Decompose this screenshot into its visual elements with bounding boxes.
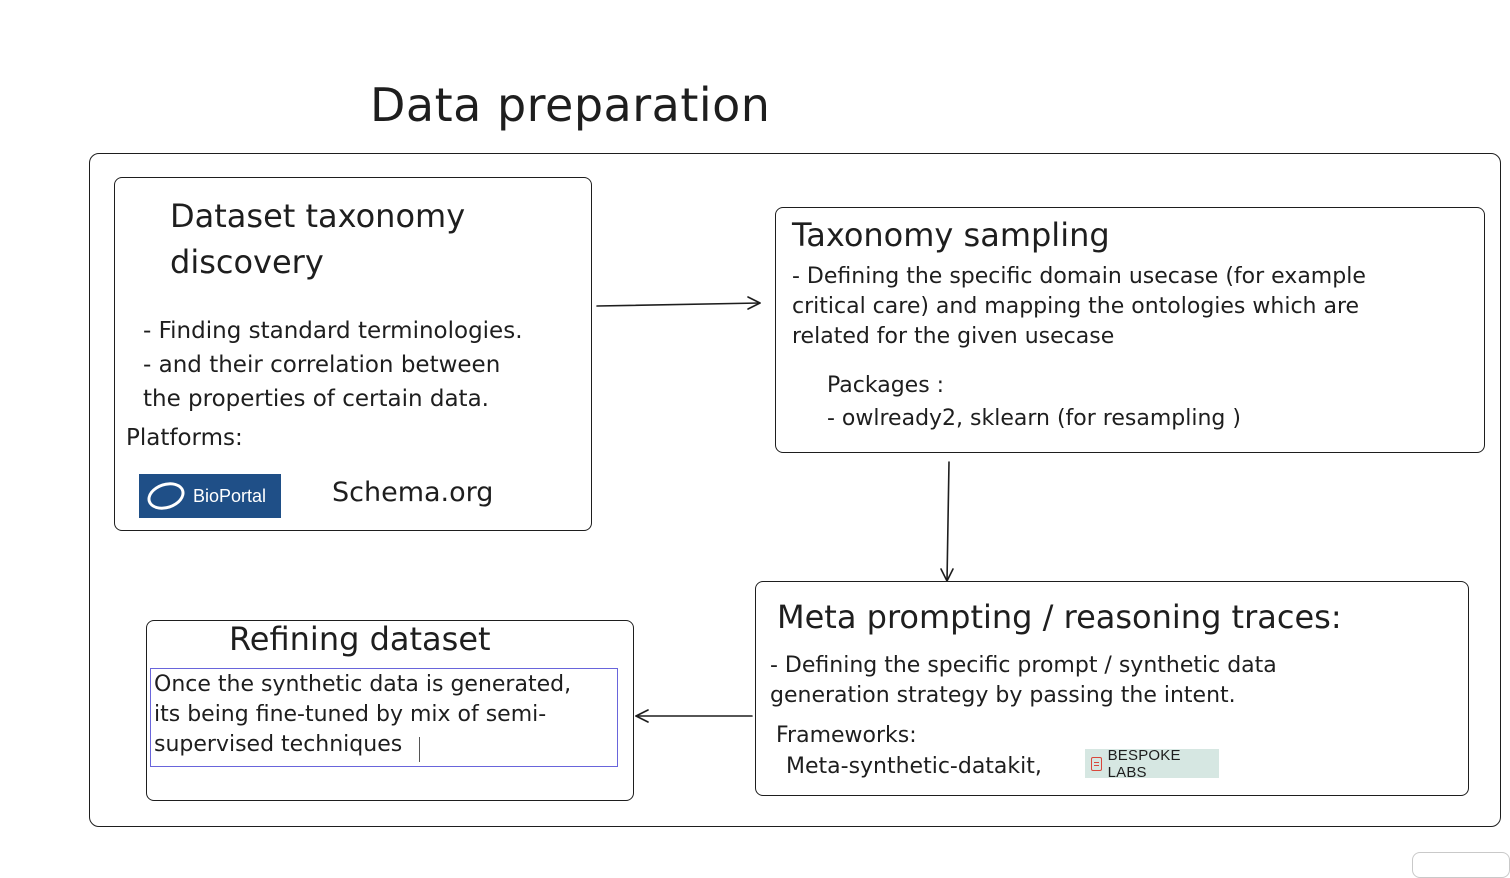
refining-heading: Refining dataset: [229, 620, 491, 658]
schema-org-label: Schema.org: [332, 477, 494, 508]
packages-list: - owlready2, sklearn (for resampling ): [827, 406, 1241, 431]
frameworks-list: Meta-synthetic-datakit,: [786, 754, 1042, 779]
discovery-heading: Dataset taxonomy discovery: [170, 197, 466, 281]
bespoke-labs-logo-text: BESPOKE LABS: [1107, 746, 1181, 781]
meta-prompting-heading: Meta prompting / reasoning traces:: [777, 598, 1342, 636]
bioportal-logo-text: BioPortal: [193, 485, 267, 506]
frameworks-label: Frameworks:: [776, 723, 917, 748]
platforms-label: Platforms:: [126, 425, 243, 451]
meta-prompting-description: - Defining the specific prompt / synthetic data generation strategy by passing the intent.: [770, 653, 1277, 708]
packages-label: Packages :: [827, 373, 945, 398]
corner-button[interactable]: [1412, 852, 1510, 878]
sampling-heading: Taxonomy sampling: [792, 216, 1110, 254]
arrow-sampling-to-meta: [947, 462, 949, 581]
discovery-bullets: - Finding standard terminologies. - and their correlation between the properties of certain data.: [143, 318, 523, 412]
refining-description[interactable]: Once the synthetic data is generated, its being fine-tuned by mix of semi- supervised techniques: [154, 672, 572, 757]
arrow-discovery-to-sampling: [597, 303, 760, 306]
sampling-description: - Defining the specific domain usecase (for example critical care) and mapping the ontologies which are related for the given usecase: [792, 264, 1366, 349]
diagram-title: Data preparation: [370, 78, 771, 132]
